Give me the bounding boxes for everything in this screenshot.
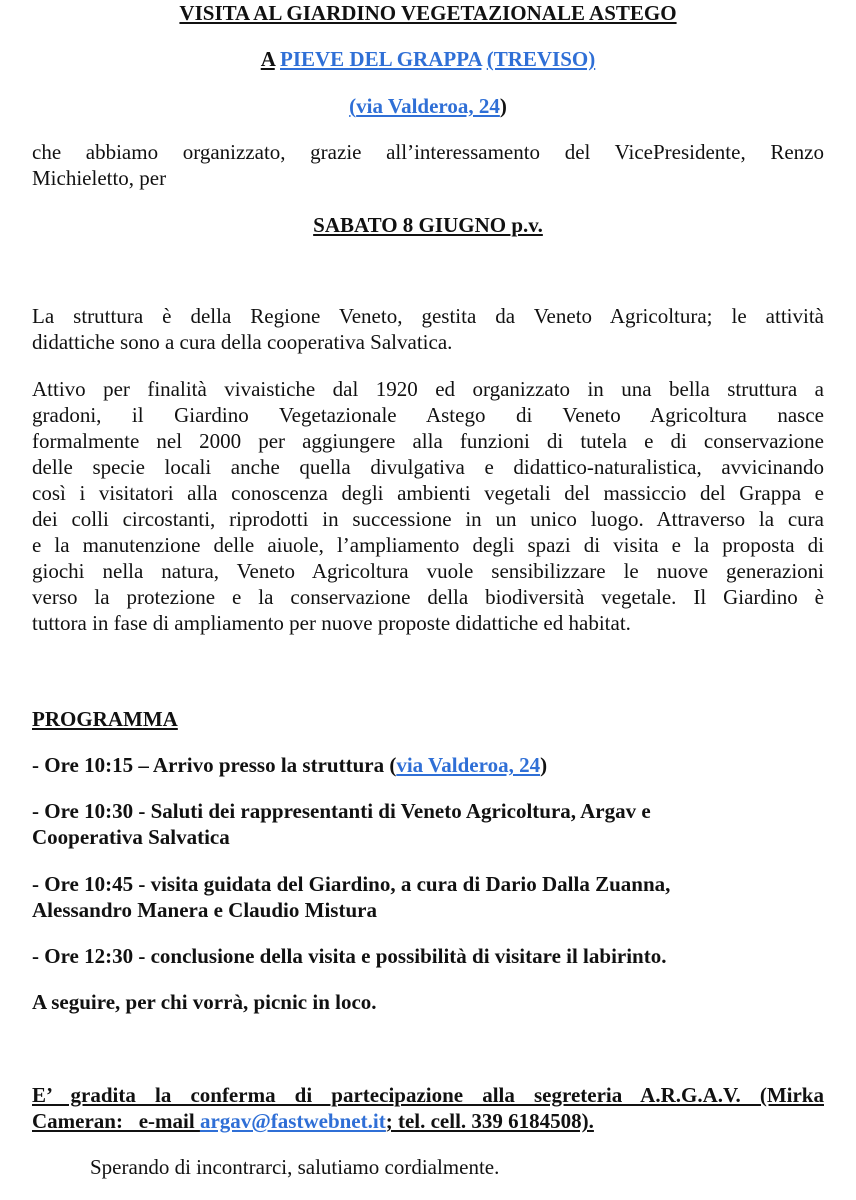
- programma-item-1: [32, 752, 824, 778]
- programma-item-4: - Ore 12:30 - conclusione della visita e possibilità di visitare il labirinto.: [32, 944, 667, 968]
- para2-line-5: così i visitatori alla conoscenza degli ambienti vegetali del massiccio del Grappa e: [32, 481, 824, 505]
- para2-line-9: verso la protezione e la conservazione della biodiversità vegetale. Il Giardino è: [32, 585, 824, 609]
- para2-line-3: formalmente nel 2000 per aggiungere alla funzioni di tutela e di conservazione: [32, 429, 824, 453]
- para1-line-1: La struttura è della Regione Veneto, gestita da Veneto Agricoltura; le attività: [32, 304, 824, 328]
- para2-line-10: tuttora in fase di ampliamento per nuove proposte didattiche ed habitat.: [32, 611, 631, 635]
- programma-after: A seguire, per chi vorrà, picnic in loco.: [32, 990, 377, 1014]
- address-open: (: [349, 94, 357, 118]
- event-date: SABATO 8 GIUGNO p.v.: [313, 213, 543, 237]
- confirm-line-2-b: ; tel. cell. 339 6184508).: [385, 1109, 594, 1133]
- email-link[interactable]: argav@fastwebnet.it: [199, 1109, 386, 1133]
- para2-line-8: giochi nella natura, Veneto Agricoltura vuole sensibilizzare le nuove generazioni: [32, 559, 824, 583]
- confirm-line-2-a: Cameran: e-mail: [32, 1109, 200, 1133]
- page-title: VISITA AL GIARDINO VEGETAZIONALE ASTEGO: [179, 1, 677, 25]
- para2-line-7: e la manutenzione delle aiuole, l’ampliamento degli spazi di visita e la proposta di: [32, 533, 824, 557]
- programma-item-1-text: - Ore 10:15 – Arrivo presso la struttura (: [32, 753, 397, 777]
- programma-item-1-close: ): [540, 753, 548, 777]
- location-line: [32, 46, 824, 72]
- location-link-treviso[interactable]: (TREVISO): [486, 47, 596, 71]
- location-link-pieve[interactable]: PIEVE DEL GRAPPA: [280, 47, 482, 71]
- para2-line-4: delle specie locali anche quella divulgativa e didattico-naturalistica, avvicinando: [32, 455, 824, 479]
- intro-line-1: che abbiamo organizzato, grazie all’interessamento del VicePresidente, Renzo: [32, 140, 824, 164]
- programma-heading: PROGRAMMA: [32, 707, 178, 731]
- address-close: ): [499, 94, 507, 118]
- address-link[interactable]: via Valderoa, 24: [356, 94, 500, 118]
- para2-line-2: gradoni, il Giardino Vegetazionale Astego di Veneto Agricoltura nasce: [32, 403, 824, 427]
- location-prefix: A: [260, 47, 275, 71]
- programma-item-2-line-1: - Ore 10:30 - Saluti dei rappresentanti di Veneto Agricoltura, Argav e: [32, 799, 651, 823]
- para1-line-2: didattiche sono a cura della cooperativa Salvatica.: [32, 330, 453, 354]
- programma-item-3-line-1: - Ore 10:45 - visita guidata del Giardino, a cura di Dario Dalla Zuanna,: [32, 872, 671, 896]
- confirm-line-1: E’ gradita la conferma di partecipazione alla segreteria A.R.G.A.V. (Mirka: [32, 1083, 824, 1107]
- address-line: [32, 93, 824, 119]
- intro-line-2: Michieletto, per: [32, 166, 167, 190]
- para2-line-6: dei colli circostanti, riprodotti in successione in un unico luogo. Attraverso la cura: [32, 507, 824, 531]
- programma-item-3-line-2: Alessandro Manera e Claudio Mistura: [32, 898, 377, 922]
- programma-item-1-link[interactable]: via Valderoa, 24: [396, 753, 541, 777]
- para2-line-1: Attivo per finalità vivaistiche dal 1920 ed organizzato in una bella struttura a: [32, 377, 824, 401]
- confirm-line-2: [32, 1108, 824, 1134]
- closing-line: Sperando di incontrarci, salutiamo cordialmente.: [90, 1155, 500, 1179]
- programma-item-2-line-2: Cooperativa Salvatica: [32, 825, 230, 849]
